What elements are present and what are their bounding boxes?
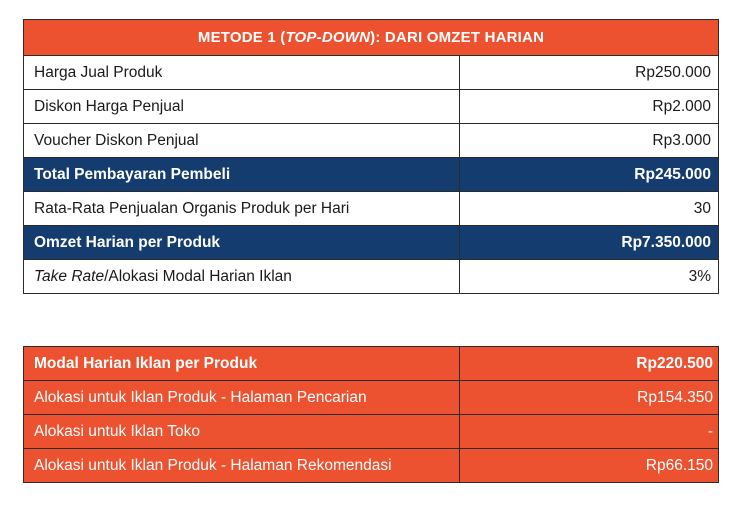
- row-value: Rp3.000: [460, 124, 719, 158]
- row-value: Rp220.500: [460, 347, 719, 381]
- row-label: Omzet Harian per Produk: [24, 226, 460, 260]
- table-row: [24, 347, 719, 381]
- table-row: [24, 381, 719, 415]
- row-label-italic: Take Rate: [34, 267, 105, 285]
- table-row: [24, 415, 719, 449]
- row-value: -: [460, 415, 719, 449]
- row-value: Rp7.350.000: [460, 226, 719, 260]
- row-label: Modal Harian Iklan per Produk: [24, 347, 460, 381]
- table-row-highlight: [24, 226, 719, 260]
- table-row: [24, 124, 719, 158]
- table-row: [24, 449, 719, 483]
- title-suffix: ): DARI OMZET HARIAN: [370, 29, 545, 46]
- row-label: Total Pembayaran Pembeli: [24, 158, 460, 192]
- method-table-header-row: [24, 20, 719, 56]
- table-row: [24, 90, 719, 124]
- row-value: Rp2.000: [460, 90, 719, 124]
- row-label: Diskon Harga Penjual: [24, 90, 460, 124]
- table-row: [24, 260, 719, 294]
- row-value: Rp154.350: [460, 381, 719, 415]
- method-table-title: [24, 20, 719, 56]
- row-label: [24, 260, 460, 294]
- title-italic: TOP-DOWN: [285, 29, 371, 46]
- table-row: [24, 56, 719, 90]
- row-label: Harga Jual Produk: [24, 56, 460, 90]
- row-label: Rata-Rata Penjualan Organis Produk per Hari: [24, 192, 460, 226]
- table-row-highlight: [24, 158, 719, 192]
- row-value: 30: [460, 192, 719, 226]
- row-label-rest: /Alokasi Modal Harian Iklan: [104, 267, 292, 285]
- row-label: Voucher Diskon Penjual: [24, 124, 460, 158]
- table-row: [24, 192, 719, 226]
- row-value: Rp250.000: [460, 56, 719, 90]
- row-label: Alokasi untuk Iklan Produk - Halaman Pencarian: [24, 381, 460, 415]
- method-table: [23, 19, 719, 294]
- title-prefix: METODE 1 (: [197, 29, 286, 46]
- allocation-table: [23, 346, 719, 483]
- row-label: Alokasi untuk Iklan Produk - Halaman Rekomendasi: [24, 449, 460, 483]
- row-value: Rp245.000: [460, 158, 719, 192]
- row-value: 3%: [460, 260, 719, 294]
- row-label: Alokasi untuk Iklan Toko: [24, 415, 460, 449]
- row-value: Rp66.150: [460, 449, 719, 483]
